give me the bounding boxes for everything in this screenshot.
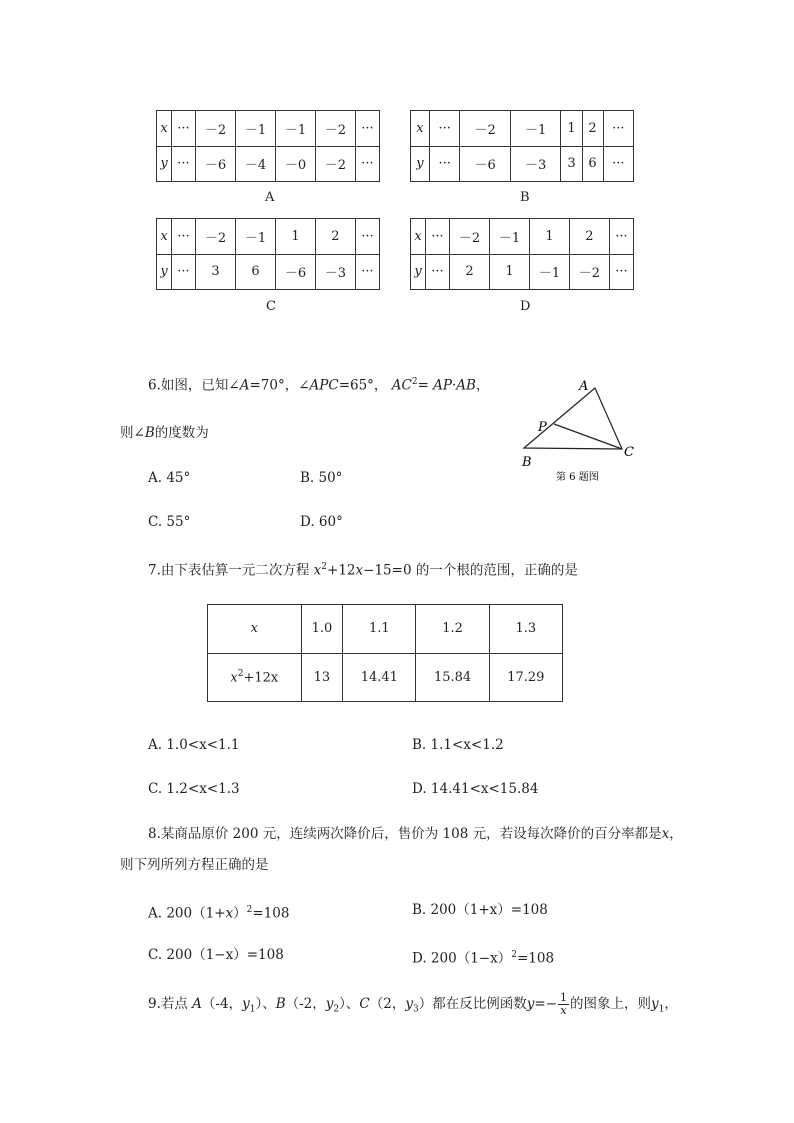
table-cell: ··· — [609, 254, 633, 290]
table-cell: －3 — [510, 146, 561, 182]
table-cell: x — [157, 111, 172, 147]
q7-option-b: B. 1.1<x<1.2 — [412, 737, 504, 753]
table-cell: ··· — [171, 219, 195, 255]
table-cell: －3 — [315, 254, 355, 290]
table-cell: －1 — [236, 219, 276, 255]
fraction-one-over-x: $\frac{1}{x}$ — [559, 991, 567, 1017]
q8-stem: 8.某商品原价 200 元，连续两次降价后，售价为 108 元，若设每次降价的百分率都是x， — [148, 826, 683, 842]
table-cell: ··· — [603, 111, 633, 147]
table-cell: －1 — [529, 254, 569, 290]
table-cell: 15.84 — [416, 653, 489, 702]
q6-option-a: A. 45° — [148, 470, 191, 486]
table-cell: 1 — [490, 254, 530, 290]
segment-pc — [554, 424, 622, 449]
table-cell: 2 — [450, 254, 490, 290]
option-table-a — [156, 110, 380, 182]
table-cell: y — [411, 146, 430, 182]
q9-stem: 9.若点 A（-4，$y_1$）、B（-2，$y_2$）、C（2，$y_3$）都在反比例函数y=− $\frac{1}{x}$ 的图象上，则$y_1$， — [148, 991, 678, 1017]
table-cell: －6 — [460, 146, 511, 182]
table-cell: －2 — [315, 146, 355, 182]
table-cell: －6 — [196, 146, 236, 182]
option-label-b: B — [520, 190, 530, 205]
table-cell: 17.29 — [489, 653, 562, 702]
q8-option-b: B. 200（1+x）=108 — [412, 902, 548, 918]
table-cell: ··· — [425, 254, 449, 290]
q6-triangle-figure — [515, 378, 645, 488]
option-label-a: A — [265, 190, 275, 205]
q8-option-a: A. $200(1+x)^2=108$ — [148, 905, 290, 922]
table-cell: 13 — [301, 653, 343, 702]
q6-option-d: D. 60° — [300, 514, 343, 530]
table-cell: ··· — [425, 219, 449, 255]
table-cell: －4 — [236, 146, 276, 182]
vertex-a-label: A — [579, 379, 589, 394]
table-cell: y — [411, 254, 426, 290]
q8-stem-line2: 则下列所列方程正确的是 — [120, 857, 269, 873]
table-cell: 1.0 — [301, 605, 343, 654]
q7-option-c: C. 1.2<x<1.3 — [148, 781, 240, 797]
q7-stem: 7.由下表估算一元二次方程 $x^2+12x-15=0$ 的一个根的范围，正确的是 — [148, 562, 578, 579]
q6-stem: 6.如图，已知∠A=70°，∠APC=65°， $AC^2= AP\cdot AB$， — [148, 377, 490, 394]
table-cell: 1 — [275, 219, 315, 255]
q6-stem-line2: 则∠B的度数为 — [120, 425, 209, 441]
table-cell: 2 — [315, 219, 355, 255]
table-cell: －2 — [196, 111, 236, 147]
table-cell: y — [157, 254, 172, 290]
table-cell: y — [157, 146, 172, 182]
q7-option-a: A. 1.0<x<1.1 — [148, 737, 240, 753]
table-cell: 1 — [561, 111, 582, 147]
table-cell: ··· — [171, 254, 195, 290]
table-cell: 3 — [196, 254, 236, 290]
q6-option-b: B. 50° — [300, 470, 343, 486]
table-cell: 3 — [561, 146, 582, 182]
option-label-c: C — [266, 299, 276, 314]
table-cell: x — [411, 219, 426, 255]
table-cell: －6 — [275, 254, 315, 290]
vertex-b-label: B — [522, 455, 532, 470]
table-cell: －2 — [450, 219, 490, 255]
vertex-c-label: C — [624, 445, 634, 460]
table-cell: －2 — [196, 219, 236, 255]
table-cell: －1 — [236, 111, 276, 147]
table-cell: －1 — [275, 111, 315, 147]
table-cell: ··· — [609, 219, 633, 255]
table-cell: $x^2+12x$ — [208, 653, 302, 702]
table-cell: ··· — [429, 111, 459, 147]
table-cell: 14.41 — [343, 653, 416, 702]
table-cell: 2 — [582, 111, 603, 147]
table-cell: ··· — [355, 111, 379, 147]
table-cell: 1.3 — [489, 605, 562, 654]
table-cell: －1 — [490, 219, 530, 255]
table-cell: ··· — [355, 219, 379, 255]
q8-option-c: C. 200（1−x）=108 — [148, 947, 284, 963]
table-cell: 1 — [529, 219, 569, 255]
table-cell: －2 — [315, 111, 355, 147]
table-cell: ··· — [603, 146, 633, 182]
triangle-abc — [524, 388, 622, 449]
table-cell: 6 — [582, 146, 603, 182]
point-p-label: P — [538, 420, 547, 435]
option-table-d — [410, 218, 634, 290]
table-cell: －2 — [569, 254, 609, 290]
table-cell: x — [208, 605, 302, 654]
table-cell: －1 — [510, 111, 561, 147]
table-cell: －0 — [275, 146, 315, 182]
q7-value-table — [207, 604, 563, 702]
table-cell: x — [411, 111, 430, 147]
table-cell: ··· — [355, 146, 379, 182]
option-table-b — [410, 110, 634, 182]
table-cell: 1.2 — [416, 605, 489, 654]
table-cell: －2 — [460, 111, 511, 147]
table-cell: 2 — [569, 219, 609, 255]
q7-option-d: D. 14.41<x<15.84 — [412, 781, 539, 797]
option-table-c — [156, 218, 380, 290]
table-cell: ··· — [355, 254, 379, 290]
q8-option-d: D. $200(1-x)^2=108$ — [412, 950, 555, 967]
table-cell: ··· — [171, 146, 195, 182]
table-cell: 6 — [236, 254, 276, 290]
option-label-d: D — [520, 299, 531, 314]
table-cell: ··· — [171, 111, 195, 147]
q6-option-c: C. 55° — [148, 514, 191, 530]
table-cell: x — [157, 219, 172, 255]
table-cell: 1.1 — [343, 605, 416, 654]
figure-caption: 第 6 题图 — [556, 472, 599, 483]
table-cell: ··· — [429, 146, 459, 182]
